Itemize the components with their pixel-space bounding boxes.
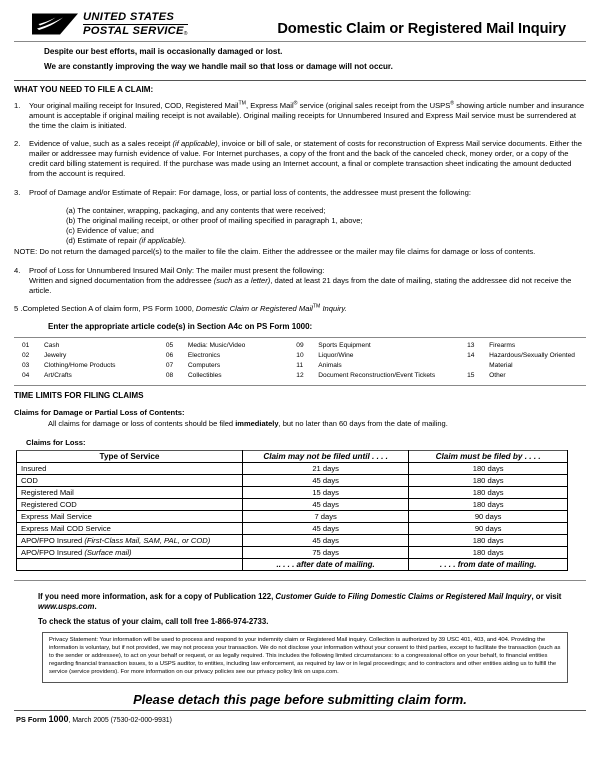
cell-footnote-left: .. . . . after date of mailing. xyxy=(243,558,409,570)
cell-empty xyxy=(17,558,243,570)
cell-service: APO/FPO Insured (First-Class Mail, SAM, PAL, or COD) xyxy=(17,534,243,546)
table-row xyxy=(17,534,568,546)
claims-loss-heading: Claims for Loss: xyxy=(26,437,86,447)
cell-must-by: 180 days xyxy=(409,474,568,486)
article-code-row: 05 Media: Music/Video xyxy=(165,342,246,350)
usps-wordmark-line1: UNITED STATES xyxy=(83,12,188,25)
article-code-row: 08 Collectibles xyxy=(165,372,222,380)
article-code-row: 13 Firearms xyxy=(467,342,516,350)
article-codes-column xyxy=(158,341,288,381)
usps-logo xyxy=(32,12,188,37)
table-row xyxy=(17,510,568,522)
cell-must-by: 180 days xyxy=(409,462,568,474)
article-code-row: 07 Computers xyxy=(165,362,221,370)
cell-service: APO/FPO Insured (Surface mail) xyxy=(17,546,243,558)
cell-not-until: 7 days xyxy=(243,510,409,522)
section-heading-time-limits: TIME LIMITS FOR FILING CLAIMS xyxy=(14,391,144,401)
table-row xyxy=(17,498,568,510)
requirement-number: 3. xyxy=(14,187,21,197)
requirement-subitem: (a) The container, wrapping, packaging, and any contents that were received; xyxy=(66,205,326,215)
intro-line-2: We are constantly improving the way we handle mail so that loss or damage will not occur. xyxy=(44,61,393,71)
cell-must-by: 180 days xyxy=(409,534,568,546)
column-header-must-by: Claim must be filed by . . . . xyxy=(409,450,568,462)
requirement-text: Your original mailing receipt for Insured, COD, Registered Mail™, Express Mail® service (original sales receipt from the USPS® showing article number and insurance amount is acceptable if original mailing receipt is not available). Original mailing receipts for Unnumbered Insured and Express Mail service must be surrendered at the time the claim is initiated. xyxy=(29,100,585,131)
usps-wordmark xyxy=(83,12,188,37)
requirement-item xyxy=(14,188,586,198)
cell-must-by: 180 days xyxy=(409,546,568,558)
page-header xyxy=(14,0,586,39)
article-code-row: 11 Animals xyxy=(296,362,342,370)
table-row xyxy=(17,486,568,498)
usps-eagle-icon xyxy=(32,13,78,35)
cell-service: COD xyxy=(17,474,243,486)
footer-divider xyxy=(14,710,586,711)
table-footer-row xyxy=(17,558,568,570)
enter-article-codes-heading: Enter the appropriate article code(s) in Section A4c on PS Form 1000: xyxy=(48,322,313,332)
registered-mark: ® xyxy=(293,100,298,107)
column-header-not-until: Claim may not be filed until . . . . xyxy=(243,450,409,462)
table-header-row xyxy=(17,450,568,462)
codes-divider-bottom xyxy=(14,385,586,386)
article-code-row: 03 Clothing/Home Products xyxy=(22,362,116,370)
registered-mark: ® xyxy=(183,30,188,37)
table-head xyxy=(17,450,568,462)
article-code-row: 06 Electronics xyxy=(165,352,221,360)
cell-not-until: 15 days xyxy=(243,486,409,498)
publication-info-line: If you need more information, ask for a copy of Publication 122, Customer Guide to Filing Domestic Claims or Registered Mail Inquiry, or visit www.usps.com. xyxy=(38,591,562,612)
article-code-row: 01 Cash xyxy=(22,342,60,350)
claims-damage-heading: Claims for Damage or Partial Loss of Contents: xyxy=(14,408,185,418)
requirement-text: Proof of Damage and/or Estimate of Repair: For damage, loss, or partial loss of contents, the addressee must present the following: xyxy=(29,187,471,197)
info-divider xyxy=(14,580,586,581)
requirement-number: 1. xyxy=(14,100,21,110)
requirement-subitem: (d) Estimate of repair (if applicable). xyxy=(66,235,187,245)
cell-not-until: 75 days xyxy=(243,546,409,558)
article-codes-column xyxy=(288,341,459,381)
claims-damage-text: All claims for damage or loss of contents should be filed immediately, but no later than 60 days from the date of mailing. xyxy=(48,419,448,429)
ps-form-identifier: PS Form 1000, March 2005 (7530-02-000-9931) xyxy=(16,713,172,724)
table-row xyxy=(17,474,568,486)
requirement-item xyxy=(14,139,586,179)
trademark-mark: TM xyxy=(312,303,321,310)
requirement-subitem: (c) Evidence of value; and xyxy=(66,225,154,235)
cell-must-by: 90 days xyxy=(409,510,568,522)
section-heading-requirements: WHAT YOU NEED TO FILE A CLAIM: xyxy=(14,84,154,94)
cell-not-until: 45 days xyxy=(243,498,409,510)
requirement-subitem: (b) The original mailing receipt, or other proof of mailing specified in paragraph 1, above; xyxy=(66,215,363,225)
more-information-block xyxy=(14,592,586,627)
page-title: Domestic Claim or Registered Mail Inquiry xyxy=(277,20,566,37)
cell-must-by: 90 days xyxy=(409,522,568,534)
article-codes-column xyxy=(14,341,158,381)
cell-not-until: 45 days xyxy=(243,474,409,486)
trademark-mark: TM xyxy=(238,100,246,107)
article-codes-grid xyxy=(14,338,586,383)
cell-service: Express Mail COD Service xyxy=(17,522,243,534)
note-text: NOTE: Do not return the damaged parcel(s) to the mailer to file the claim. Either the addressee or the mailer may file claims for damage or loss of contents. xyxy=(14,246,536,256)
requirement-number: 2. xyxy=(14,139,21,149)
column-header-service: Type of Service xyxy=(17,450,243,462)
article-codes-column xyxy=(459,341,586,381)
requirement-item xyxy=(14,101,586,131)
article-code-row: 14 Hazardous/Sexually Oriented Material xyxy=(467,352,575,370)
intro-line-1: Despite our best efforts, mail is occasionally damaged or lost. xyxy=(44,46,283,56)
article-code-row: 04 Art/Crafts xyxy=(22,372,72,380)
requirement-item xyxy=(14,266,586,296)
time-limits-table xyxy=(16,450,568,571)
table-row xyxy=(17,546,568,558)
intro-divider xyxy=(14,80,586,81)
requirement-text: Proof of Loss for Unnumbered Insured Mail Only: The mailer must present the following: Written and signed documentation from the addressee (such as a letter), dated at least 21 days from the date of mailing, stating the addressee did not receive the article. xyxy=(29,265,572,295)
cell-must-by: 180 days xyxy=(409,486,568,498)
cell-must-by: 180 days xyxy=(409,498,568,510)
cell-footnote-right: . . . . from date of mailing. xyxy=(409,558,568,570)
claim-status-line: To check the status of your claim, call toll free 1-866-974-2733. xyxy=(38,617,269,627)
usps-wordmark-line2: POSTAL SERVICE® xyxy=(83,24,188,37)
cell-not-until: 45 days xyxy=(243,522,409,534)
intro-block xyxy=(14,42,586,80)
requirement-item-5: 5 .Completed Section A of claim form, PS Form 1000, Domestic Claim or Registered Mail™ Inquiry. xyxy=(14,303,347,314)
cell-service: Insured xyxy=(17,462,243,474)
requirement-text: Evidence of value, such as a sales receipt (if applicable), invoice or bill of sale, or statement of costs for reconstruction of Express Mail service documents. Either the mailer or addressee may furnish evidence of value. For Internet purchases, a copy of the front and the back of the canceled check, money order, or a copy of the credit card billing statement is required. If the purchase was made using an Internet account, a final or complete transaction sheet indicating the amount deducted from the account is required. xyxy=(29,139,582,179)
article-code-row: 10 Liquor/Wine xyxy=(296,352,354,360)
cell-service: Registered COD xyxy=(17,498,243,510)
requirement-number: 4. xyxy=(14,265,21,275)
cell-service: Express Mail Service xyxy=(17,510,243,522)
registered-mark: ® xyxy=(450,100,455,107)
cell-not-until: 45 days xyxy=(243,534,409,546)
cell-not-until: 21 days xyxy=(243,462,409,474)
cell-service: Registered Mail xyxy=(17,486,243,498)
article-code-row: 09 Sports Equipment xyxy=(296,342,371,350)
detach-notice: Please detach this page before submitting claim form. xyxy=(133,691,467,707)
article-code-row: 02 Jewelry xyxy=(22,352,67,360)
table-row xyxy=(17,522,568,534)
article-code-row: 12 Document Reconstruction/Event Tickets xyxy=(296,372,436,380)
article-code-row: 15 Other xyxy=(467,372,506,380)
table-body xyxy=(17,462,568,570)
table-row xyxy=(17,462,568,474)
privacy-statement: Privacy Statement: Your information will be used to process and respond to your indemnity claim or Registered Mail inquiry. Collection is authorized by 39 USC 401, 403, and 404. Providing the information is voluntary, but if not provided, we may not process your transaction. We do not disclose your information without your consent to third parties, except to facilitate the transaction (such as to the sender or addressee), to act on your behalf or request, or as legally required. This includes the following limited circumstances: to a congressional office on your behalf, to financial entities regarding financial transaction issues, to a USPS auditor, to entities, including law enforcement, as required by law or in legal proceedings; and to contractors and other entities aiding us to fulfill the service (service providers). For more information on our privacy policies see our privacy policy link on usps.com. xyxy=(42,632,568,683)
